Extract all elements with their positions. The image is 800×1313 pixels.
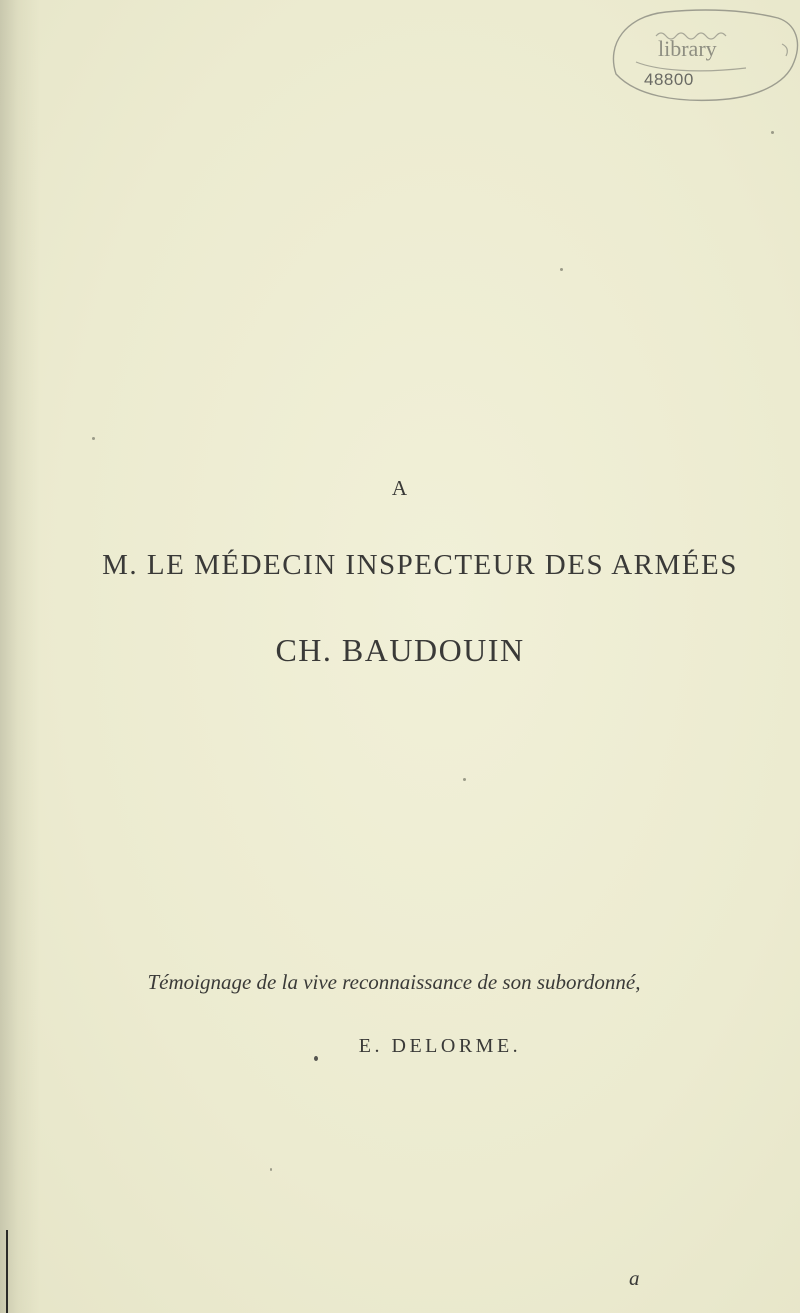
tribute-text: Témoignage de la vive reconnaissance de son subordonné, (147, 970, 641, 994)
paper-speck (92, 437, 95, 440)
svg-text:library: library (658, 36, 717, 61)
paper-speck (270, 1168, 272, 1171)
library-stamp (596, 4, 800, 108)
dedication-to: A (391, 476, 409, 500)
paper-speck (560, 268, 563, 271)
page-edge-line (6, 1230, 8, 1313)
paper-speck (771, 131, 774, 134)
dedication-title: M. LE MÉDECIN INSPECTEUR DES ARMÉES (102, 549, 738, 581)
signature-mark: a (629, 1266, 640, 1290)
tribute-signature: E. DELORME. (358, 1035, 522, 1057)
paper-speck (463, 778, 466, 781)
stamp-number: 48800 (644, 70, 694, 89)
dedication-name: CH. BAUDOUIN (275, 632, 525, 668)
